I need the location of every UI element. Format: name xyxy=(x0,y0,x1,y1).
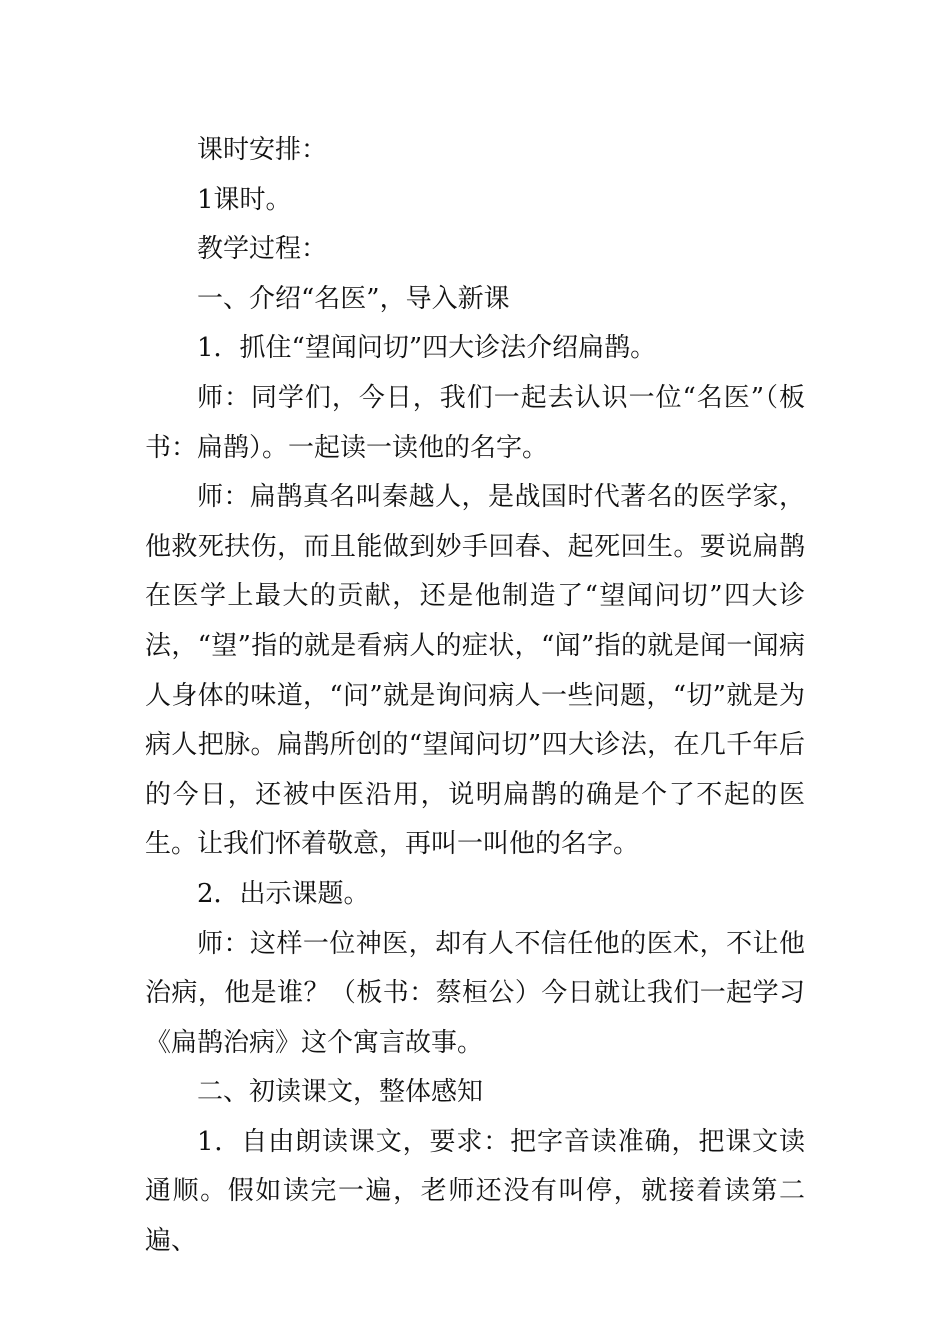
document-page xyxy=(145,126,805,1267)
schedule-value: 1课时。 xyxy=(197,184,292,215)
heading-schedule: 课时安排： xyxy=(197,135,328,165)
step-1-1: 1．抓住“望闻问切”四大诊法介绍扁鹊。 xyxy=(197,333,657,364)
step-1-2: 2．出示课题。 xyxy=(197,878,370,909)
teacher-paragraph-2: 师：扁鹊真名叫秦越人，是战国时代著名的医学家，他救死扶伤，而且能做到妙手回春、起死回生。要说扁鹊在医学上最大的贡献，还是他制造了“望闻问切”四大诊法，“望”指的就是看病人的症状，“闻”指的就是闻一闻病人身体的味道，“问”就是询问病人一些问题，“切”就是为病人把脉。扁鹊所创的“望闻问切”四大诊法，在几千年后的今日，还被中医沿用，说明扁鹊的确是个了不起的医生。让我们怀着敬意，再叫一叫他的名字。 xyxy=(145,482,805,860)
section-one-title: 一、介绍“名医”，导入新课 xyxy=(197,283,510,314)
step-2-1: 1．自由朗读课文，要求：把字音读准确，把课文读通顺。假如读完一遍，老师还没有叫停，就接着读第二遍、 xyxy=(145,1126,805,1257)
heading-process: 教学过程： xyxy=(197,234,328,265)
section-two-title: 二、初读课文，整体感知 xyxy=(197,1077,484,1108)
teacher-paragraph-1: 师：同学们，今日，我们一起去认识一位“名医”（板书：扁鹊）。一起读一读他的名字。 xyxy=(145,382,805,463)
teacher-paragraph-3: 师：这样一位神医，却有人不信任他的医术，不让他治病，他是谁？（板书：蔡桓公）今日就让我们一起学习《扁鹊治病》这个寓言故事。 xyxy=(145,928,805,1058)
